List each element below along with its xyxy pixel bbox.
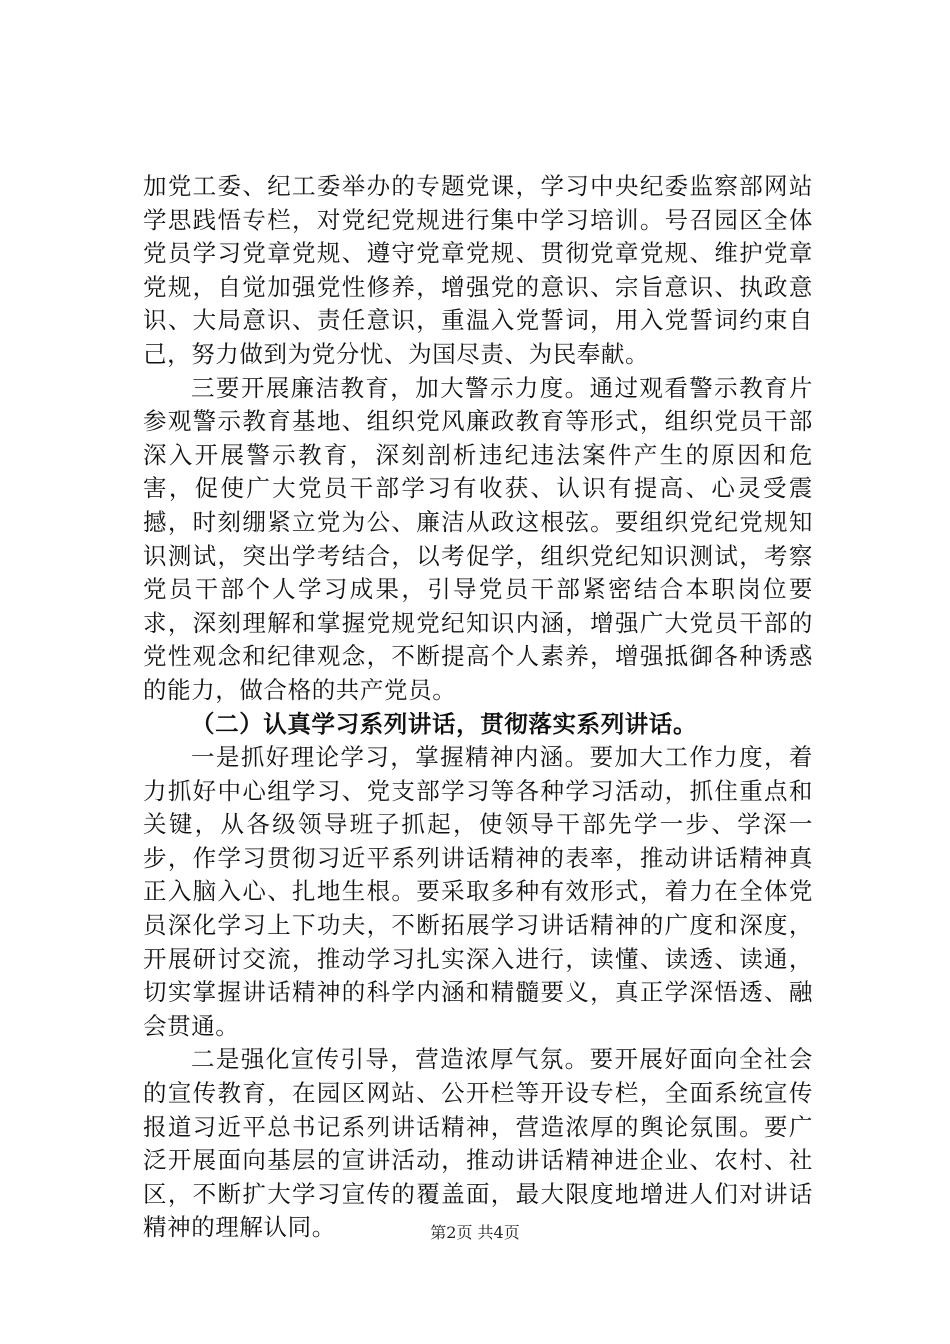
section-heading: （二）认真学习系列讲话，贯彻落实系列讲话。 xyxy=(191,709,698,738)
document-body xyxy=(143,170,813,1245)
page-number: 第2页 共4页 xyxy=(430,1223,520,1242)
paragraph-theory-study: 一是抓好理论学习，掌握精神内涵。要加大工作力度，着力抓好中心组学习、党支部学习等各种学习活动，抓住重点和关键，从各级领导班子抓起，使领导干部先学一步、学深一步，作学习贯彻习近平系列讲话精神的表率，推动讲话精神真正入脑入心、扎地生根。要采取多种有效形式，着力在全体党员深化学习上下功夫，不断拓展学习讲话精神的广度和深度，开展研讨交流，推动学习扎实深入进行，读懂、读透、读通，切实掌握讲话精神的科学内涵和精髓要义，真正学深悟透、融会贯通。 xyxy=(143,743,813,1040)
paragraph-continued: 加党工委、纪工委举办的专题党课，学习中央纪委监察部网站学思践悟专栏，对党纪党规进行集中学习培训。号召园区全体党员学习党章党规、遵守党章党规、贯彻党章党规、维护党章党规，自觉加强党性修养，增强党的意识、宗旨意识、执政意识、大局意识、责任意识，重温入党誓词，用入党誓词约束自己，努力做到为党分忧、为国尽责、为民奉献。 xyxy=(143,172,813,368)
page-footer xyxy=(0,1220,950,1243)
paragraph-integrity-education: 三要开展廉洁教育，加大警示力度。通过观看警示教育片参观警示教育基地、组织党风廉政教育等形式，组织党员干部深入开展警示教育，深刻剖析违纪违法案件产生的原因和危害，促使广大党员干部学习有收获、认识有提高、心灵受震撼，时刻绷紧立党为公、廉洁从政这根弦。要组织党纪党规知识测试，突出学考结合，以考促学，组织党纪知识测试，考察党员干部个人学习成果，引导党员干部紧密结合本职岗位要求，深刻理解和掌握党规党纪知识内涵，增强广大党员干部的党性观念和纪律观念，不断提高个人素养，增强抵御各种诱惑的能力，做合格的共产党员。 xyxy=(143,373,813,704)
paragraph-publicity-guidance: 二是强化宣传引导，营造浓厚气氛。要开展好面向全社会的宣传教育，在园区网站、公开栏等开设专栏，全面系统宣传报道习近平总书记系列讲话精神，营造浓厚的舆论氛围。要广泛开展面向基层的宣讲活动，推动讲话精神进企业、农村、社区，不断扩大学习宣传的覆盖面，最大限度地增进人们对讲话精神的理解认同。 xyxy=(143,1045,813,1242)
